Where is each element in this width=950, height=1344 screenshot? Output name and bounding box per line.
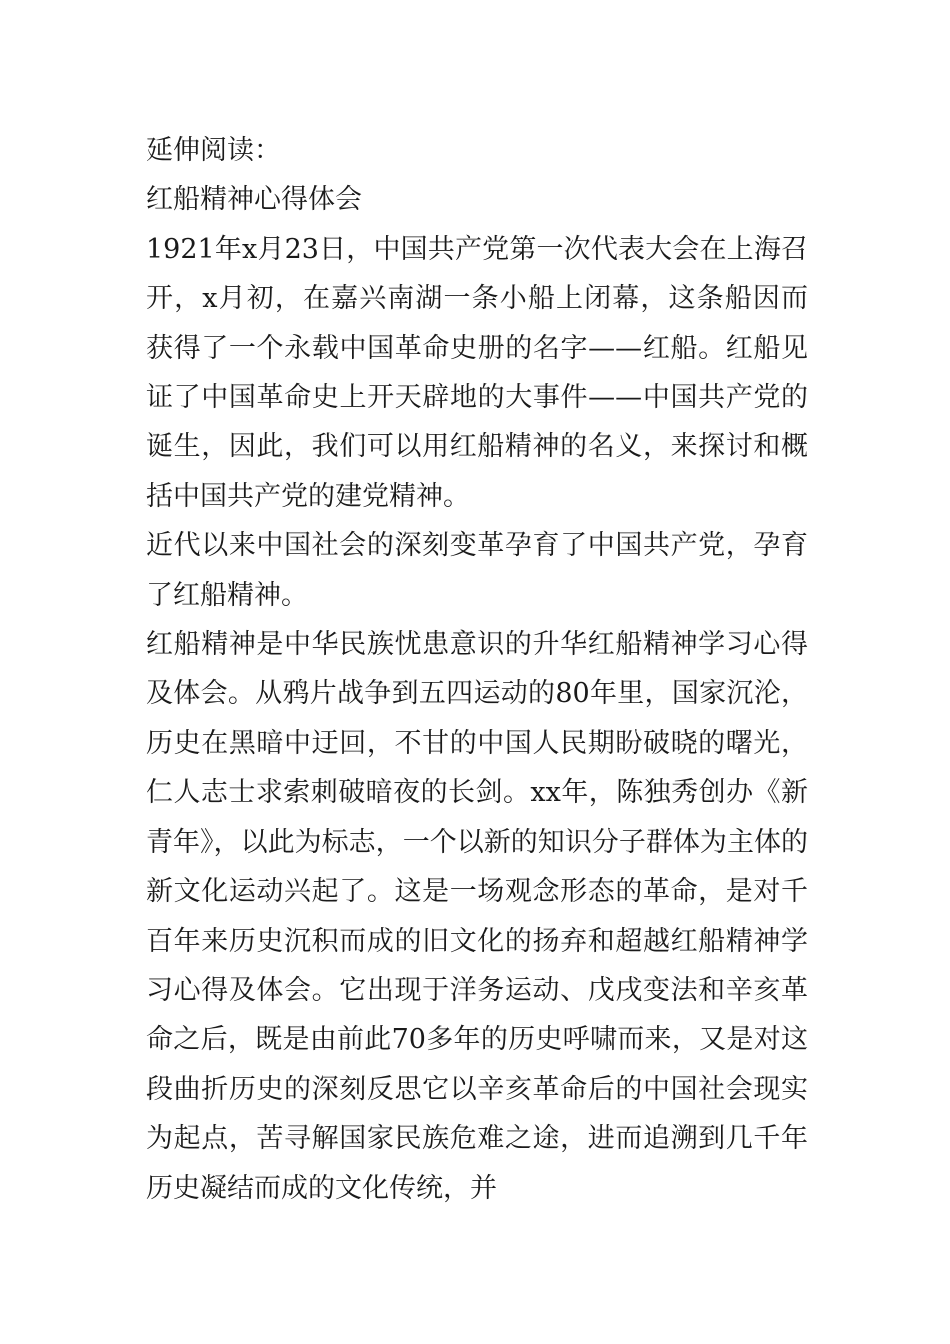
- article-title: 红船精神心得体会: [146, 184, 362, 216]
- document-page: [146, 126, 808, 1213]
- paragraph-2: 近代以来中国社会的深刻变革孕育了中国共产党，孕育了红船精神。: [146, 530, 808, 611]
- reading-label: 延伸阅读：: [146, 135, 281, 166]
- paragraph-3: 红船精神是中华民族忧患意识的升华红船精神学习心得及体会。从鸦片战争到五四运动的80年里，国家沉沦，历史在黑暗中迂回，不甘的中国人民期盼破晓的曙光，仁人志士求索刺破暗夜的长剑。xx年，陈独秀创办《新青年》，以此为标志，一个以新的知识分子群体为主体的新文化运动兴起了。这是一场观念形态的革命，是对千百年来历史沉积而成的旧文化的扬弃和超越红船精神学习心得及体会。它出现于洋务运动、戊戌变法和辛亥革命之后，既是由前此70多年的历史呼啸而来，又是对这段曲折历史的深刻反思它以辛亥革命后的中国社会现实为起点，苦寻解国家民族危难之途，进而追溯到几千年历史凝结而成的文化传统，并: [146, 629, 808, 1204]
- paragraph-1: 1921年x月23日，中国共产党第一次代表大会在上海召开，x月初，在嘉兴南湖一条小船上闭幕，这条船因而获得了一个永载中国革命史册的名字——红船。红船见证了中国革命史上开天辟地的大事件——中国共产党的诞生，因此，我们可以用红船精神的名义，来探讨和概括中国共产党的建党精神。: [146, 233, 808, 512]
